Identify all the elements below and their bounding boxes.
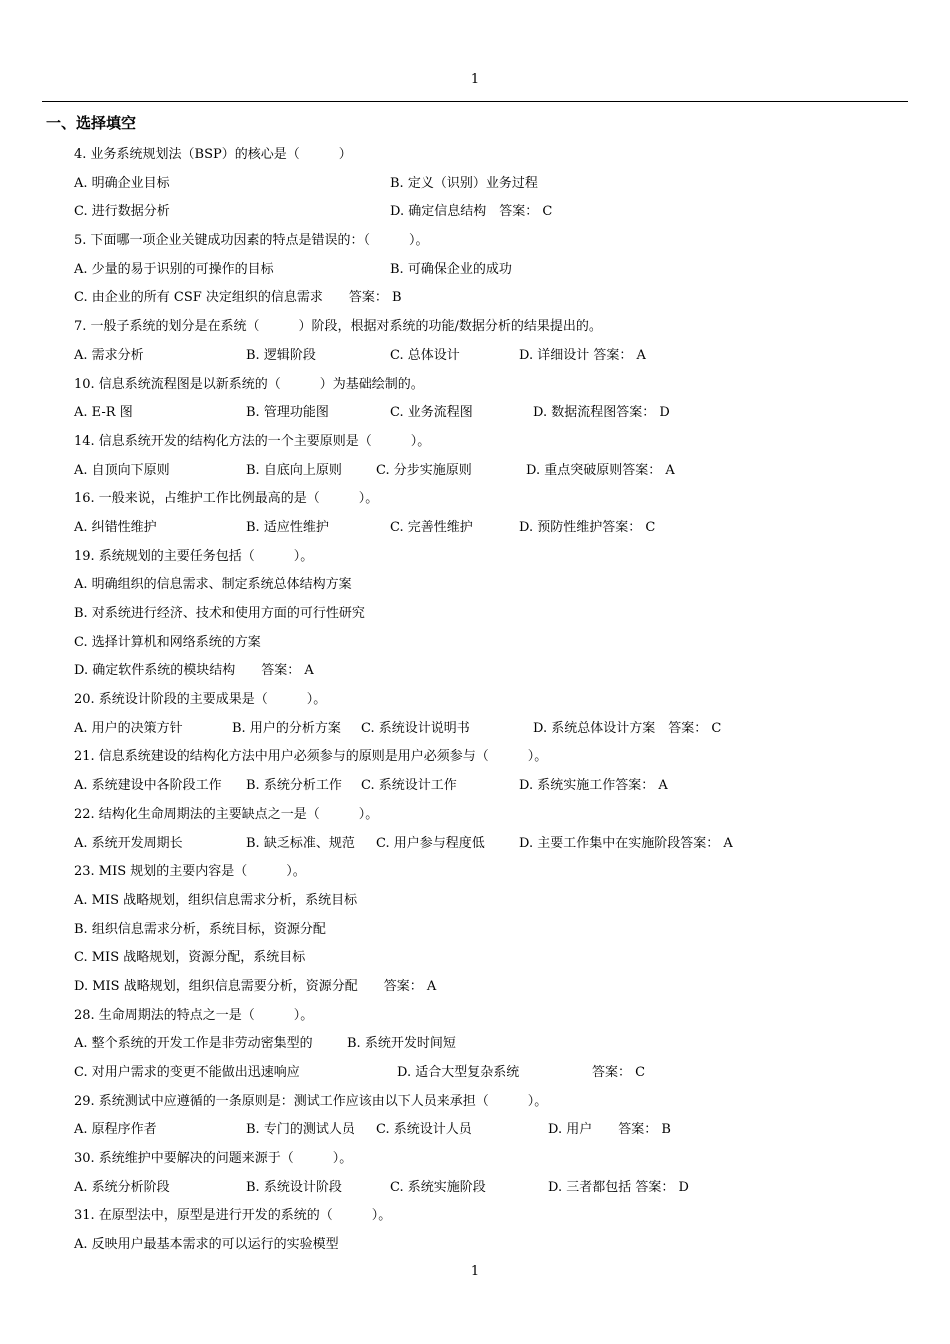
answer-option: C. 总体设计 [390, 347, 460, 363]
answer-option: A. 纠错性维护 [74, 519, 157, 535]
answer-option: B. 可确保企业的成功 [390, 261, 512, 277]
answer-option: C. 系统设计说明书 [361, 720, 470, 736]
answer-option: C. 系统设计工作 [361, 778, 457, 794]
question-list [74, 141, 904, 1260]
answer-option: D. 用户 答案： B [548, 1122, 671, 1138]
answer-options-row [74, 198, 904, 227]
answer-option: B. 系统设计阶段 [246, 1179, 342, 1195]
answer-options-row [74, 657, 904, 686]
answer-option: A. 反映用户最基本需求的可以运行的实验模型 [74, 1237, 339, 1253]
answer-option: C. 业务流程图 [390, 405, 473, 421]
answer-option: A. 原程序作者 [74, 1122, 157, 1138]
answer-option: D. 数据流程图答案： D [533, 405, 670, 421]
answer-option: C. 用户参与程度低 [376, 835, 485, 851]
question-stem: 7. 一般子系统的划分是在系统（ ）阶段，根据对系统的功能/数据分析的结果提出的。 [74, 319, 602, 335]
answer-option: B. 用户的分析方案 [232, 720, 341, 736]
answer-option: A. 明确企业目标 [74, 175, 170, 191]
answer-option: A. 系统建设中各阶段工作 [74, 778, 222, 794]
section-title: 一、选择填空 [46, 114, 137, 132]
answer-option: B. 对系统进行经济、技术和使用方面的可行性研究 [74, 606, 365, 621]
answer-option: B. 专门的测试人员 [246, 1122, 355, 1138]
answer-options-row [74, 629, 904, 658]
answer-option: D. 系统总体设计方案 答案： C [533, 720, 722, 736]
answer-option: A. 系统开发周期长 [74, 835, 183, 851]
answer-option: C. 对用户需求的变更不能做出迅速响应 [74, 1065, 300, 1080]
question-stem: 4. 业务系统规划法（BSP）的核心是（ ） [74, 147, 352, 162]
answer-option: A. 整个系统的开发工作是非劳动密集型的 [74, 1036, 313, 1052]
question-stem: 22. 结构化生命周期法的主要缺点之一是（ ）。 [74, 806, 379, 822]
answer-options-row [74, 514, 904, 543]
answer-options-row [74, 457, 904, 486]
question-stem: 23. MIS 规划的主要内容是（ ）。 [74, 864, 306, 880]
answer-options-row [74, 284, 904, 313]
header-page-number: 1 [470, 72, 480, 87]
answer-option: C. 分步实施原则 [376, 462, 472, 478]
answer-options-row [74, 887, 904, 916]
answer-option: B. 逻辑阶段 [246, 347, 316, 363]
question-stem: 14. 信息系统开发的结构化方法的一个主要原则是（ ）。 [74, 433, 431, 449]
header-rule [42, 101, 908, 102]
answer-options-row [74, 1059, 904, 1088]
answer-option: C. 系统实施阶段 [390, 1179, 486, 1195]
question-stem: 5. 下面哪一项企业关键成功因素的特点是错误的：（ ）。 [74, 233, 429, 249]
answer-option: D. 详细设计 答案： A [519, 347, 646, 363]
question-stem: 31. 在原型法中，原型是进行开发的系统的（ ）。 [74, 1208, 392, 1224]
answer-option: A. 需求分析 [74, 347, 144, 363]
answer-options-row [74, 1231, 904, 1260]
answer-options-row [74, 1116, 904, 1145]
answer-option: B. 自底向上原则 [246, 462, 342, 478]
answer-options-row [74, 1030, 904, 1059]
answer-option: C. 系统设计人员 [376, 1122, 472, 1138]
question-stem: 20. 系统设计阶段的主要成果是（ ）。 [74, 692, 327, 708]
answer-options-row [74, 772, 904, 801]
answer-option: A. 少量的易于识别的可操作的目标 [74, 261, 274, 277]
answer-options-row [74, 944, 904, 973]
answer-option: D. 确定信息结构 答案： C [390, 204, 553, 220]
answer-option: D. 主要工作集中在实施阶段答案： A [519, 835, 733, 851]
answer-options-row [74, 830, 904, 859]
answer-option: A. 用户的决策方针 [74, 720, 183, 736]
answer-options-row [74, 342, 904, 371]
answer-options-row [74, 715, 904, 744]
answer-option: C. 选择计算机和网络系统的方案 [74, 634, 261, 650]
answer-option: D. 确定软件系统的模块结构 答案： A [74, 663, 314, 679]
answer-option: D. 重点突破原则答案： A [526, 462, 675, 478]
answer-options-row [74, 600, 904, 629]
answer-option: A. MIS 战略规划，组织信息需求分析，系统目标 [74, 892, 358, 908]
question-stem: 10. 信息系统流程图是以新系统的（ ）为基础绘制的。 [74, 376, 424, 392]
answer-options-row [74, 399, 904, 428]
answer-options-row [74, 973, 904, 1002]
question-stem: 30. 系统维护中要解决的问题来源于（ ）。 [74, 1151, 353, 1167]
answer-option: D. 系统实施工作答案： A [519, 778, 668, 794]
answer-options-row [74, 571, 904, 600]
answer-options-row [74, 170, 904, 199]
answer-option: B. 组织信息需求分析，系统目标，资源分配 [74, 921, 326, 937]
answer-option: 答案： C [592, 1065, 646, 1080]
answer-option: C. MIS 战略规划，资源分配，系统目标 [74, 950, 306, 966]
question-stem: 19. 系统规划的主要任务包括（ ）。 [74, 548, 314, 564]
answer-option: D. 三者都包括 答案： D [548, 1179, 689, 1195]
answer-option: A. E-R 图 [74, 405, 133, 421]
answer-option: D. MIS 战略规划，组织信息需要分析，资源分配 答案： A [74, 978, 437, 994]
answer-option: B. 缺乏标准、规范 [246, 835, 355, 851]
answer-option: B. 适应性维护 [246, 519, 329, 535]
question-stem: 29. 系统测试中应遵循的一条原则是：测试工作应该由以下人员来承担（ ）。 [74, 1093, 548, 1109]
footer-page-number: 1 [470, 1264, 480, 1279]
answer-option: D. 预防性维护答案： C [519, 519, 656, 535]
question-stem: 16. 一般来说，占维护工作比例最高的是（ ）。 [74, 491, 379, 507]
answer-option: B. 系统开发时间短 [347, 1036, 456, 1052]
answer-option: C. 进行数据分析 [74, 204, 170, 220]
answer-option: C. 由企业的所有 CSF 决定组织的信息需求 答案： B [74, 290, 402, 306]
answer-options-row [74, 256, 904, 285]
answer-option: D. 适合大型复杂系统 [397, 1065, 520, 1080]
answer-option: A. 自顶向下原则 [74, 462, 170, 478]
answer-option: B. 系统分析工作 [246, 778, 342, 794]
question-stem: 21. 信息系统建设的结构化方法中用户必须参与的原则是用户必须参与（ ）。 [74, 749, 548, 765]
answer-option: B. 管理功能图 [246, 405, 329, 421]
answer-option: A. 系统分析阶段 [74, 1179, 170, 1195]
answer-option: C. 完善性维护 [390, 519, 473, 535]
question-stem: 28. 生命周期法的特点之一是（ ）。 [74, 1007, 314, 1023]
answer-option: B. 定义（识别）业务过程 [390, 175, 538, 191]
answer-options-row [74, 916, 904, 945]
answer-options-row [74, 1174, 904, 1203]
answer-option: A. 明确组织的信息需求、制定系统总体结构方案 [74, 577, 352, 593]
